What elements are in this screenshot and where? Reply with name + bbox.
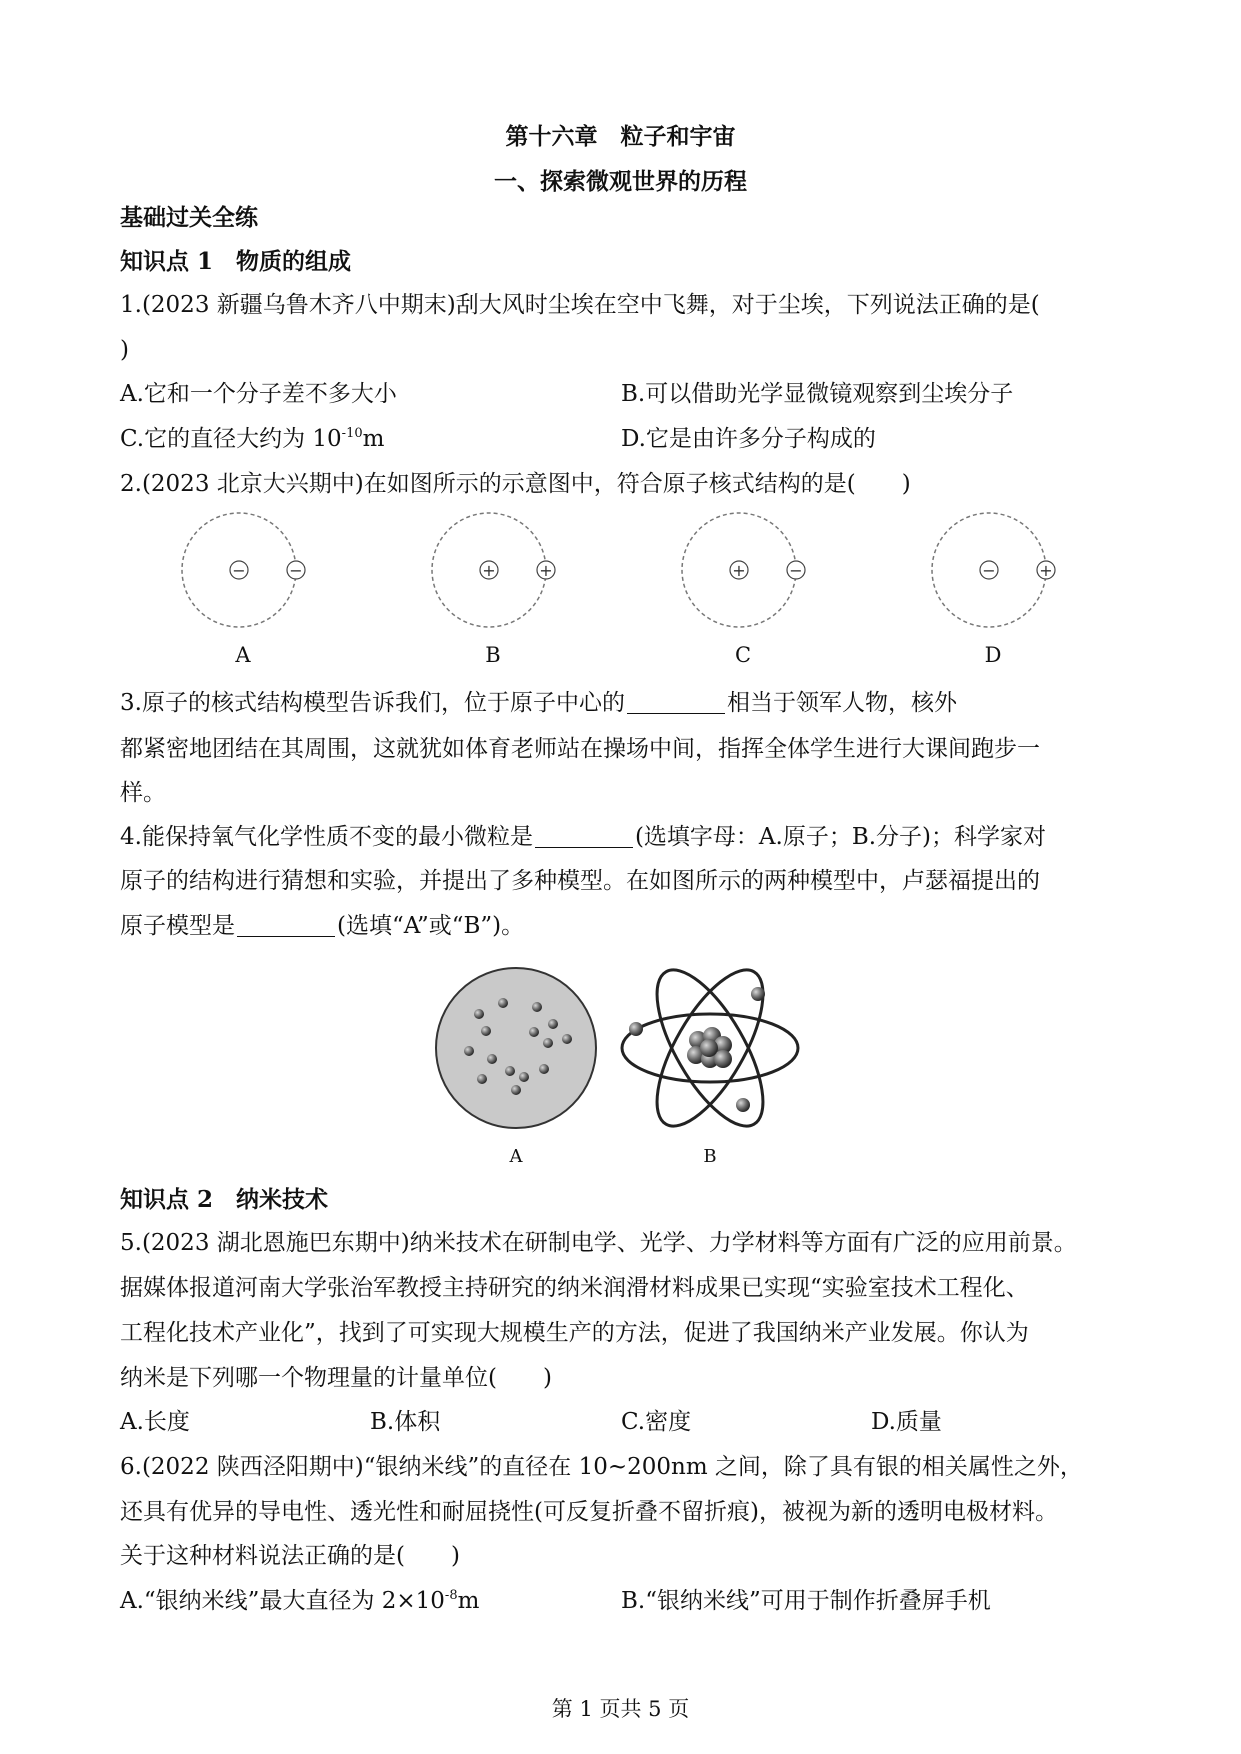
q2-label-a: A (235, 643, 251, 667)
q6-option-a: A.“银纳米线”最大直径为 $2\times 10^{-8}m$ (120, 1588, 480, 1614)
q5-line-2: 据媒体报道河南大学张治军教授主持研究的纳米润滑材料成果已实现“实验室技术工程化、 (120, 1275, 1029, 1301)
q5-option-d: D.质量 (871, 1409, 942, 1435)
q1-option-c: C.它的直径大约为 $10^{-10}m$ (120, 426, 385, 452)
q2-b-electron-sign: + (539, 561, 553, 580)
q1-option-a: A.它和一个分子差不多大小 (120, 381, 397, 407)
q3-line-2: 都紧密地团结在其周围，这就犹如体育老师站在操场中间，指挥全体学生进行大课间跑步一 (120, 736, 1040, 762)
q5-option-a: A.长度 (120, 1409, 190, 1435)
q4-line-1: 4.能保持氧气化学性质不变的最小微粒是 (选填字母：A.原子；B.分子)；科学家对 (120, 824, 1047, 850)
q6-line-2: 还具有优异的导电性、透光性和耐屈挠性(可反复折叠不留折痕)，被视为新的透明电极材料。 (120, 1499, 1058, 1525)
q2-c-electron-sign: − (789, 561, 803, 580)
q4-answer-blank-2[interactable] (237, 914, 335, 937)
q5-line-3: 工程化技术产业化”，找到了可实现大规模生产的方法，促进了我国纳米产业发展。你认为 (120, 1320, 1029, 1346)
chapter-title: 第十六章 粒子和宇宙 (505, 123, 736, 150)
q5-line-4: 纳米是下列哪一个物理量的计量单位( ) (120, 1365, 552, 1391)
section-title: 一、探索微观世界的历程 (494, 168, 747, 195)
knowledge-point-1: 知识点 1 物质的组成 (120, 248, 352, 275)
q5-option-b: B.体积 (370, 1409, 441, 1435)
q2-d-nucleus-sign: − (982, 561, 996, 580)
q2-b-nucleus-sign: + (482, 561, 496, 580)
q2-label-c: C (734, 643, 752, 667)
q5-line-1: 5.(2023 湖北恩施巴东期中)纳米技术在研制电学、光学、力学材料等方面有广泛的应用前景。 (120, 1230, 1077, 1256)
q4-line-2: 原子的结构进行猜想和实验，并提出了多种模型。在如图所示的两种模型中，卢瑟福提出的 (120, 868, 1040, 894)
q2-stem: 2.(2023 北京大兴期中)在如图所示的示意图中，符合原子核式结构的是( ) (120, 471, 911, 497)
knowledge-point-2: 知识点 2 纳米技术 (120, 1186, 329, 1213)
q4-answer-blank-1[interactable] (535, 825, 633, 848)
q5-option-c: C.密度 (621, 1409, 692, 1435)
q1-option-b: B.可以借助光学显微镜观察到尘埃分子 (621, 381, 1014, 407)
q2-a-electron-sign: − (289, 561, 303, 580)
model-a-plum-pudding (436, 968, 596, 1128)
q1-stem-close: ) (120, 337, 129, 363)
q6-line-1: 6.(2022 陕西泾阳期中)“银纳米线”的直径在 10~200nm 之间，除了具有银的相关属性之外， (120, 1454, 1083, 1480)
q4-fig-label-b: B (703, 1146, 717, 1167)
q2-c-nucleus-sign: + (732, 561, 746, 580)
q4-atom-models-figure (420, 945, 820, 1185)
q2-a-nucleus-sign: − (232, 561, 246, 580)
q1-option-d: D.它是由许多分子构成的 (621, 426, 876, 452)
q2-atom-diagrams (0, 508, 1241, 638)
section-heading: 基础过关全练 (120, 204, 258, 231)
q4-fig-label-a: A (509, 1146, 523, 1167)
q2-label-b: B (485, 643, 501, 667)
q3-line-3: 样。 (120, 780, 166, 806)
q3-answer-blank[interactable] (627, 691, 725, 714)
q6-line-3: 关于这种材料说法正确的是( ) (120, 1543, 460, 1569)
q2-d-electron-sign: + (1039, 561, 1053, 580)
q6-option-b: B.“银纳米线”可用于制作折叠屏手机 (621, 1588, 991, 1614)
page-number-footer: 第 1 页共 5 页 (551, 1697, 690, 1721)
q3-line-1: 3.原子的核式结构模型告诉我们，位于原子中心的 相当于领军人物，核外 (120, 690, 957, 716)
q1-stem: 1.(2023 新疆乌鲁木齐八中期末)刮大风时尘埃在空中飞舞，对于尘埃，下列说法正确的是( (120, 292, 1040, 318)
q4-line-3: 原子模型是 (选填“A”或“B”)。 (120, 913, 525, 939)
q2-label-d: D (984, 643, 1002, 667)
model-b-nucleus (687, 1027, 732, 1068)
